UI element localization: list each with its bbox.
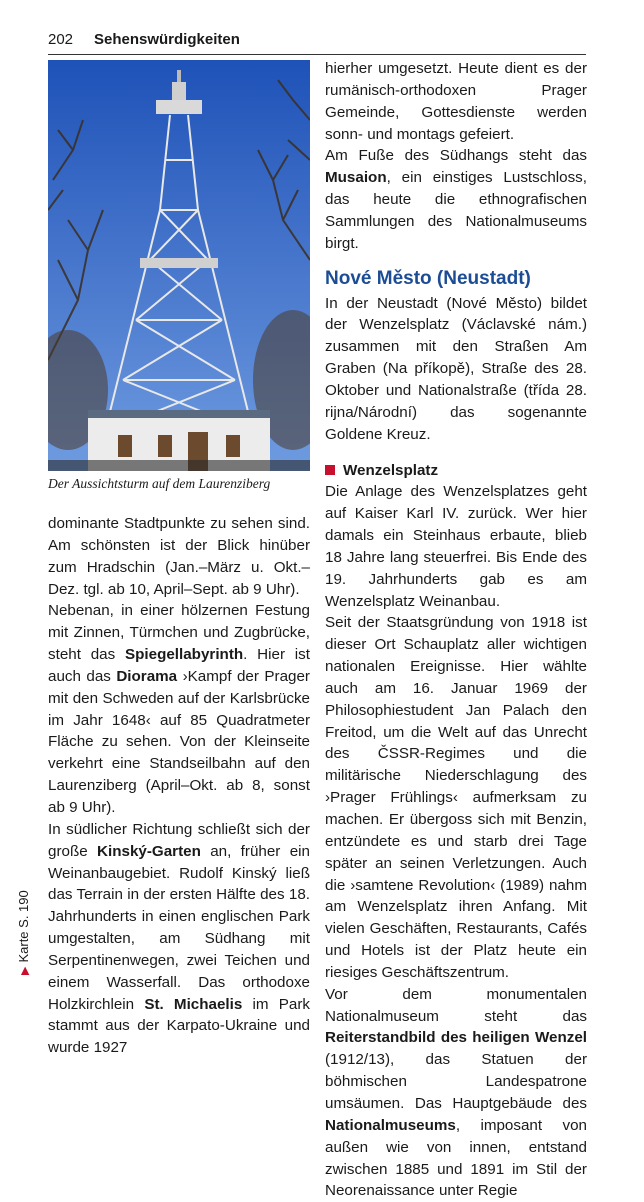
paragraph: dominante Stadtpunkte zu sehen sind. Am schönsten ist der Blick hinüber zum Hradschin (Jan.–März u. Okt.–Dez. tgl. ab 10, April–Sept. ab 9 Uhr). xyxy=(48,515,310,598)
paragraph: Vor dem monumentalen Nationalmuseum steht das Reiterstandbild des heiligen Wenzel (1912/13), das Statuen der böhmischen Landespatrone umsäumen. Das Hauptgebäude des Nationalmuseums, imposant von außen wie von innen, entstand zwischen 1885 und 1891 im Stil der Neorenaissance unter Regie xyxy=(325,985,587,1200)
photo-caption: Der Aussichtsturm auf dem Laurenziberg xyxy=(48,476,271,491)
section-title: Sehenswürdigkeiten xyxy=(94,31,240,48)
tower-photo xyxy=(48,60,310,471)
paragraph: Am Fuße des Südhangs steht das Musaion, ein einstiges Lustschloss, das heute die ethnografischen Sammlungen des Nationalmuseums birgt. xyxy=(325,147,587,252)
section-heading: Nové Město (Neustadt) xyxy=(325,267,531,289)
paragraph: Nebenan, in einer hölzernen Festung mit Zinnen, Türmchen und Zugbrücke, steht das Spiegellabyrinth. Hier ist auch das Diorama ›Kampf der Prager mit den Schweden auf der Karlsbrücke im Jahr 1648‹ auf 85 Quadratmeter Fläche zu sehen. Von der Kleinseite verkehrt eine Standseilbahn auf den Laurenziberg (April–Okt. ab 8, sonst ab 9 Uhr). xyxy=(48,602,310,816)
right-column xyxy=(325,58,587,1202)
paragraph: In südlicher Richtung schließt sich der große Kinský-Garten an, früher ein Weinanbaugebiet. Rudolf Kinský ließ das Terrain in der ersten Hälfte des 18. Jahrhunderts in einen englischen Park umgestalten, am Südhang mit Serpentinenwegen, zwei Teichen und einem Wasserfall. Das orthodoxe Holzkirchlein St. Michaelis im Park stammt aus der Karpato-Ukraine und wurde 1927 xyxy=(48,820,310,1057)
paragraph: Seit der Staatsgründung von 1918 ist dieser Ort Schauplatz aller wichtigen nationalen Ereignisse. Hier wählte auch am 16. Januar 1969 der Philosophiestudent Jan Palach den Freitod, um die Welt auf das Unrecht des ČSSR-Regimes und die militärische Niederschlagung des ›Prager Frühlings‹ aufmerksam zu machen. Er übergoss sich mit Benzin, entzündete es und starb drei Tage später an seinen Verletzungen. Auch die ›samtene Revolution‹ (1989) nahm am Wenzelsplatz ihren Anfang. Mit vielen Geschäften, Restaurants, Cafés und Hotels ist der Platz heute ein riesiges Geschäftszentrum. xyxy=(325,614,587,981)
bold-term: Spiegellabyrinth xyxy=(125,646,244,664)
bold-term: Diorama xyxy=(116,667,178,685)
left-column xyxy=(48,513,310,1059)
bold-term: Nationalmuseums xyxy=(325,1116,456,1134)
bold-term: Musaion xyxy=(325,169,387,187)
map-reference: ▶Karte S. 190 xyxy=(16,890,31,975)
page-header xyxy=(48,30,586,55)
paragraph: In der Neustadt (Nové Město) bildet der Wenzelsplatz (Václavské nám.) zusammen mit den Straßen Am Graben (Na příkopě), Straße des 28. Oktober und Nationalstraße (třída 28. rijna/Národní) das sogenannte Goldene Kreuz. xyxy=(325,294,587,443)
red-square-icon xyxy=(325,465,335,475)
bold-term: Kinský-Garten xyxy=(97,842,201,860)
triangle-icon: ▶ xyxy=(19,966,31,975)
paragraph: hierher umgesetzt. Heute dient es der rumänisch-orthodoxen Prager Gemeinde, Gottesdienste werden sonn- und montags gefeiert. xyxy=(325,60,587,143)
page-number: 202 xyxy=(48,31,74,48)
paragraph: Die Anlage des Wenzelsplatzes geht auf Kaiser Karl IV. zurück. Wer hier damals ein Steinhaus erbaute, blieb 18 Jahre lang steuerfrei. Bis Ende des 19. Jahrhunderts gab es am Wenzelsplatz Weinanbau. xyxy=(325,483,587,610)
subheading: Wenzelsplatz xyxy=(325,460,587,482)
bold-term: St. Michaelis xyxy=(144,995,243,1013)
bold-term: Reiterstandbild des heiligen Wenzel xyxy=(325,1029,587,1047)
